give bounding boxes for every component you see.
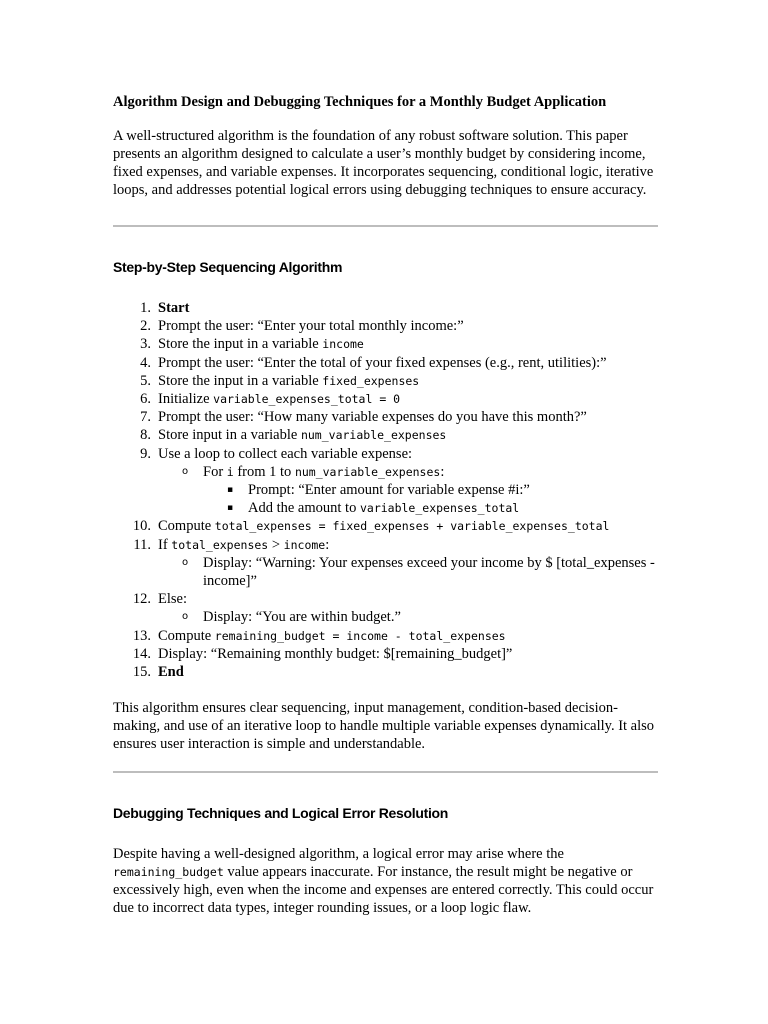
- sub-list: [158, 463, 658, 518]
- step-text: >: [268, 536, 284, 553]
- sub-item-text: Display: “Warning: Your expenses exceed your income by $ [total_expenses - income]”: [203, 554, 655, 590]
- step-number: 13.: [132, 627, 151, 644]
- step-text: Store the input in a variable: [158, 372, 323, 389]
- step-number: 14.: [132, 645, 151, 662]
- list-item: [113, 627, 658, 645]
- section-heading-debugging: Debugging Techniques and Logical Error Resolution: [113, 805, 449, 822]
- code-snippet: income: [322, 337, 364, 352]
- step-text: Prompt the user: “Enter your total monthly income:”: [158, 318, 464, 335]
- list-item: [113, 590, 658, 626]
- code-snippet: num_variable_expenses: [294, 464, 441, 479]
- step-number: 10.: [132, 518, 151, 535]
- step-number: 6.: [140, 391, 151, 408]
- paragraph-text: Despite having a well-designed algorithm, a logical error may arise where the: [113, 846, 564, 863]
- square-bullet-icon: ▪: [227, 485, 234, 496]
- sub-list: [158, 554, 658, 590]
- step-text: Store input in a variable: [158, 427, 301, 444]
- step-text: End: [158, 664, 184, 681]
- nested-sub-list: [203, 481, 658, 517]
- step-number: 3.: [140, 336, 151, 353]
- step-number: 12.: [132, 591, 151, 608]
- list-item: [113, 408, 658, 426]
- paragraph-text: value appears inaccurate. For instance, the result might be negative or excessively high, even when the income and expenses are entered correctly. This could occur due to incorrect data types, integer rounding issues, or a loop logic flaw.: [113, 864, 654, 917]
- step-text: Prompt the user: “Enter the total of your fixed expenses (e.g., rent, utilities):”: [158, 354, 607, 371]
- step-number: 15.: [132, 664, 151, 681]
- list-item: [113, 335, 658, 353]
- debugging-paragraph: [113, 845, 658, 917]
- code-snippet: i: [226, 464, 234, 479]
- step-number: 7.: [140, 409, 151, 426]
- sub-list: [158, 608, 658, 626]
- step-text: :: [325, 536, 330, 553]
- sub-list-item: [158, 608, 658, 626]
- sub-list-item: [158, 463, 658, 518]
- step-text: Use a loop to collect each variable expense:: [158, 445, 413, 462]
- section-heading-algorithm: Step-by-Step Sequencing Algorithm: [113, 259, 343, 275]
- list-item: [113, 663, 658, 681]
- step-text: Compute: [158, 518, 215, 535]
- nested-item-text: Prompt: “Enter amount for variable expense #i:”: [248, 482, 530, 499]
- circle-bullet-icon: o: [182, 611, 189, 623]
- code-snippet: income: [283, 537, 326, 552]
- step-text: Prompt the user: “How many variable expenses do you have this month?”: [158, 409, 587, 426]
- list-item: [113, 354, 658, 372]
- sub-item-text: Display: “You are within budget.”: [203, 609, 401, 626]
- list-item: [113, 372, 658, 390]
- step-text: Store the input in a variable: [158, 336, 323, 353]
- step-number: 4.: [140, 354, 151, 371]
- algorithm-summary-paragraph: This algorithm ensures clear sequencing, input management, condition-based decision-making, and use of an iterative loop to handle multiple variable expenses dynamically. It also ensures user interaction is simple and understandable.: [113, 700, 655, 753]
- step-text: Compute: [158, 627, 215, 644]
- code-snippet: fixed_expenses: [322, 373, 420, 388]
- code-snippet: num_variable_expenses: [300, 428, 447, 443]
- list-item: [113, 390, 658, 408]
- code-snippet: remaining_budget: [113, 865, 224, 880]
- code-snippet: total_expenses: [171, 537, 269, 552]
- sub-item-text: For: [203, 463, 227, 480]
- square-bullet-icon: ▪: [227, 503, 234, 514]
- document-page: [113, 93, 658, 917]
- step-number: 11.: [133, 536, 151, 553]
- code-snippet: variable_expenses_total = 0: [213, 392, 401, 407]
- nested-item-text: Add the amount to: [248, 500, 360, 517]
- sub-item-text: from 1 to: [233, 463, 295, 480]
- circle-bullet-icon: o: [182, 465, 189, 477]
- code-snippet: total_expenses = fixed_expenses + variable_expenses_total: [214, 519, 610, 534]
- list-item: [113, 445, 658, 518]
- sub-list-item: [158, 554, 658, 590]
- nested-list-item: [203, 499, 658, 517]
- step-text: If: [158, 536, 172, 553]
- code-snippet: remaining_budget = income - total_expenses: [214, 628, 506, 643]
- step-number: 8.: [140, 427, 151, 444]
- intro-paragraph: A well-structured algorithm is the foundation of any robust software solution. This paper presents an algorithm designed to calculate a user’s monthly budget by considering income, fixed expenses, and variable expenses. It incorporates sequencing, conditional logic, iterative loops, and addresses potential logical errors using debugging techniques to ensure accuracy.: [113, 128, 654, 198]
- step-number: 1.: [140, 300, 151, 316]
- nested-list-item: [203, 481, 658, 499]
- list-item: [113, 317, 658, 335]
- step-number: 9.: [140, 445, 151, 462]
- list-item: [113, 299, 658, 317]
- list-item: [113, 517, 658, 535]
- document-title: Algorithm Design and Debugging Techniques for a Monthly Budget Application: [113, 94, 607, 110]
- step-text: Else:: [158, 591, 187, 608]
- step-text: Start: [158, 300, 190, 316]
- list-item: [113, 645, 658, 663]
- list-item: [113, 426, 658, 444]
- step-number: 5.: [140, 372, 151, 389]
- step-text: Initialize: [158, 391, 214, 408]
- step-number: 2.: [140, 318, 151, 335]
- sub-item-text: :: [440, 463, 445, 480]
- algorithm-steps-list: [113, 299, 658, 681]
- step-text: Display: “Remaining monthly budget: $[remaining_budget]”: [158, 645, 513, 662]
- circle-bullet-icon: o: [182, 556, 189, 568]
- code-snippet: variable_expenses_total: [359, 501, 520, 516]
- list-item: [113, 536, 658, 591]
